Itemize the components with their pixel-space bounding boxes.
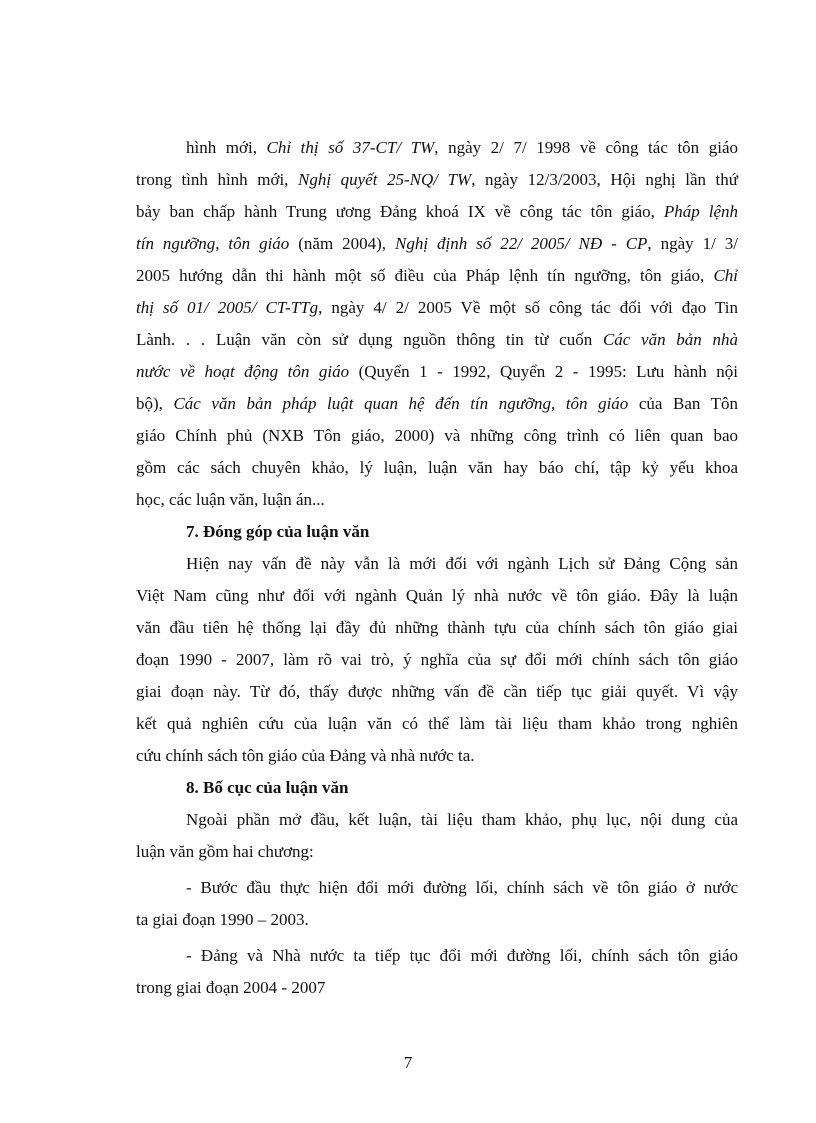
paragraph-line: cứu chính sách tôn giáo của Đảng và nhà nước ta. <box>136 746 475 765</box>
text-run: bộ), <box>136 394 174 413</box>
page-number: 7 <box>403 1053 413 1072</box>
text-run: bảy ban chấp hành Trung ương Đảng khoá IX về công tác tôn giáo, <box>136 202 664 221</box>
italic-title: Các văn bản pháp luật quan hệ đến tín ngưỡng, tôn giáo <box>173 394 629 413</box>
italic-title: tín ngưỡng, tôn giáo <box>136 234 290 253</box>
paragraph-line <box>136 234 738 254</box>
text-run: của Ban Tôn <box>628 394 738 413</box>
italic-title: Chỉ <box>713 266 738 285</box>
text-run: học, các luận văn, luận án... <box>136 490 325 509</box>
text-run: giáo Chính phủ (NXB Tôn giáo, 2000) và những công trình có liên quan bao <box>136 426 738 445</box>
paragraph-line: trong giai đoạn 2004 - 2007 <box>136 978 326 997</box>
section-heading: 8. Bố cục của luận văn <box>186 778 349 797</box>
paragraph-line <box>136 298 738 318</box>
paragraph-line: ta giai đoạn 1990 – 2003. <box>136 910 309 929</box>
paragraph-line: giai đoạn này. Từ đó, thấy được những vấn đề cần tiếp tục giải quyết. Vì vậy <box>136 682 738 701</box>
text-run: gồm các sách chuyên khảo, lý luận, luận văn hay báo chí, tập kỷ yếu khoa <box>136 458 738 477</box>
paragraph-line <box>136 426 738 446</box>
paragraph-line: văn đầu tiên hệ thống lại đầy đủ những thành tựu của chính sách tôn giáo giai <box>136 618 738 637</box>
text-run: (năm 2004), <box>289 234 395 253</box>
text-run: 2005 hướng dẫn thi hành một số điều của Pháp lệnh tín ngưỡng, tôn giáo, <box>136 266 714 285</box>
paragraph-line: luận văn gồm hai chương: <box>136 842 314 861</box>
italic-title: thị số 01/ 2005/ CT-TTg <box>136 298 319 317</box>
italic-title: Chỉ thị số 37-CT/ TW <box>266 138 435 157</box>
paragraph-line: Hiện nay vấn đề này vẫn là mới đối với ngành Lịch sử Đảng Cộng sản <box>186 554 738 573</box>
text-run: Lành. . . Luận văn còn sử dụng nguồn thông tin từ cuốn <box>136 330 603 349</box>
paragraph-line <box>136 394 738 414</box>
text-run: , ngày 2/ 7/ 1998 về công tác tôn giáo <box>434 138 738 157</box>
paragraph-line <box>136 458 738 478</box>
italic-title: Nghị quyết 25-NQ/ TW <box>298 170 472 189</box>
paragraph-line <box>136 266 738 286</box>
paragraph-line: - Bước đầu thực hiện đổi mới đường lối, chính sách về tôn giáo ở nước <box>186 878 738 897</box>
paragraph-line: Việt Nam cũng như đối với ngành Quản lý nhà nước về tôn giáo. Đây là luận <box>136 586 738 605</box>
italic-title: Nghị định số 22/ 2005/ NĐ - CP <box>394 234 648 253</box>
text-run: trong tình hình mới, <box>136 170 298 189</box>
paragraph-line: kết quả nghiên cứu của luận văn có thể làm tài liệu tham khảo trong nghiên <box>136 714 738 733</box>
italic-title: Pháp lệnh <box>663 202 738 221</box>
paragraph-line: - Đảng và Nhà nước ta tiếp tục đổi mới đường lối, chính sách tôn giáo <box>186 946 738 965</box>
text-run: , ngày 1/ 3/ <box>647 234 738 253</box>
paragraph-line <box>136 170 738 190</box>
paragraph-line <box>136 490 738 510</box>
paragraph-line <box>136 362 738 382</box>
section-heading: 7. Đóng góp của luận văn <box>186 522 370 541</box>
text-run: hình mới, <box>186 138 267 157</box>
text-run: , ngày 4/ 2/ 2005 Về một số công tác đối với đạo Tin <box>318 298 738 317</box>
paragraph-line: Ngoài phần mở đầu, kết luận, tài liệu tham khảo, phụ lục, nội dung của <box>186 810 738 829</box>
paragraph-line <box>136 330 738 350</box>
italic-title: nước về hoạt động tôn giáo <box>136 362 350 381</box>
text-run: (Quyển 1 - 1992, Quyển 2 - 1995: Lưu hành nội <box>349 362 739 381</box>
paragraph-line <box>136 202 738 222</box>
italic-title: Các văn bản nhà <box>602 330 738 349</box>
paragraph-line <box>186 138 738 158</box>
text-run: , ngày 12/3/2003, Hội nghị lần thứ <box>471 170 738 189</box>
paragraph-line: đoạn 1990 - 2007, làm rõ vai trò, ý nghĩa của sự đổi mới chính sách tôn giáo <box>136 650 738 669</box>
